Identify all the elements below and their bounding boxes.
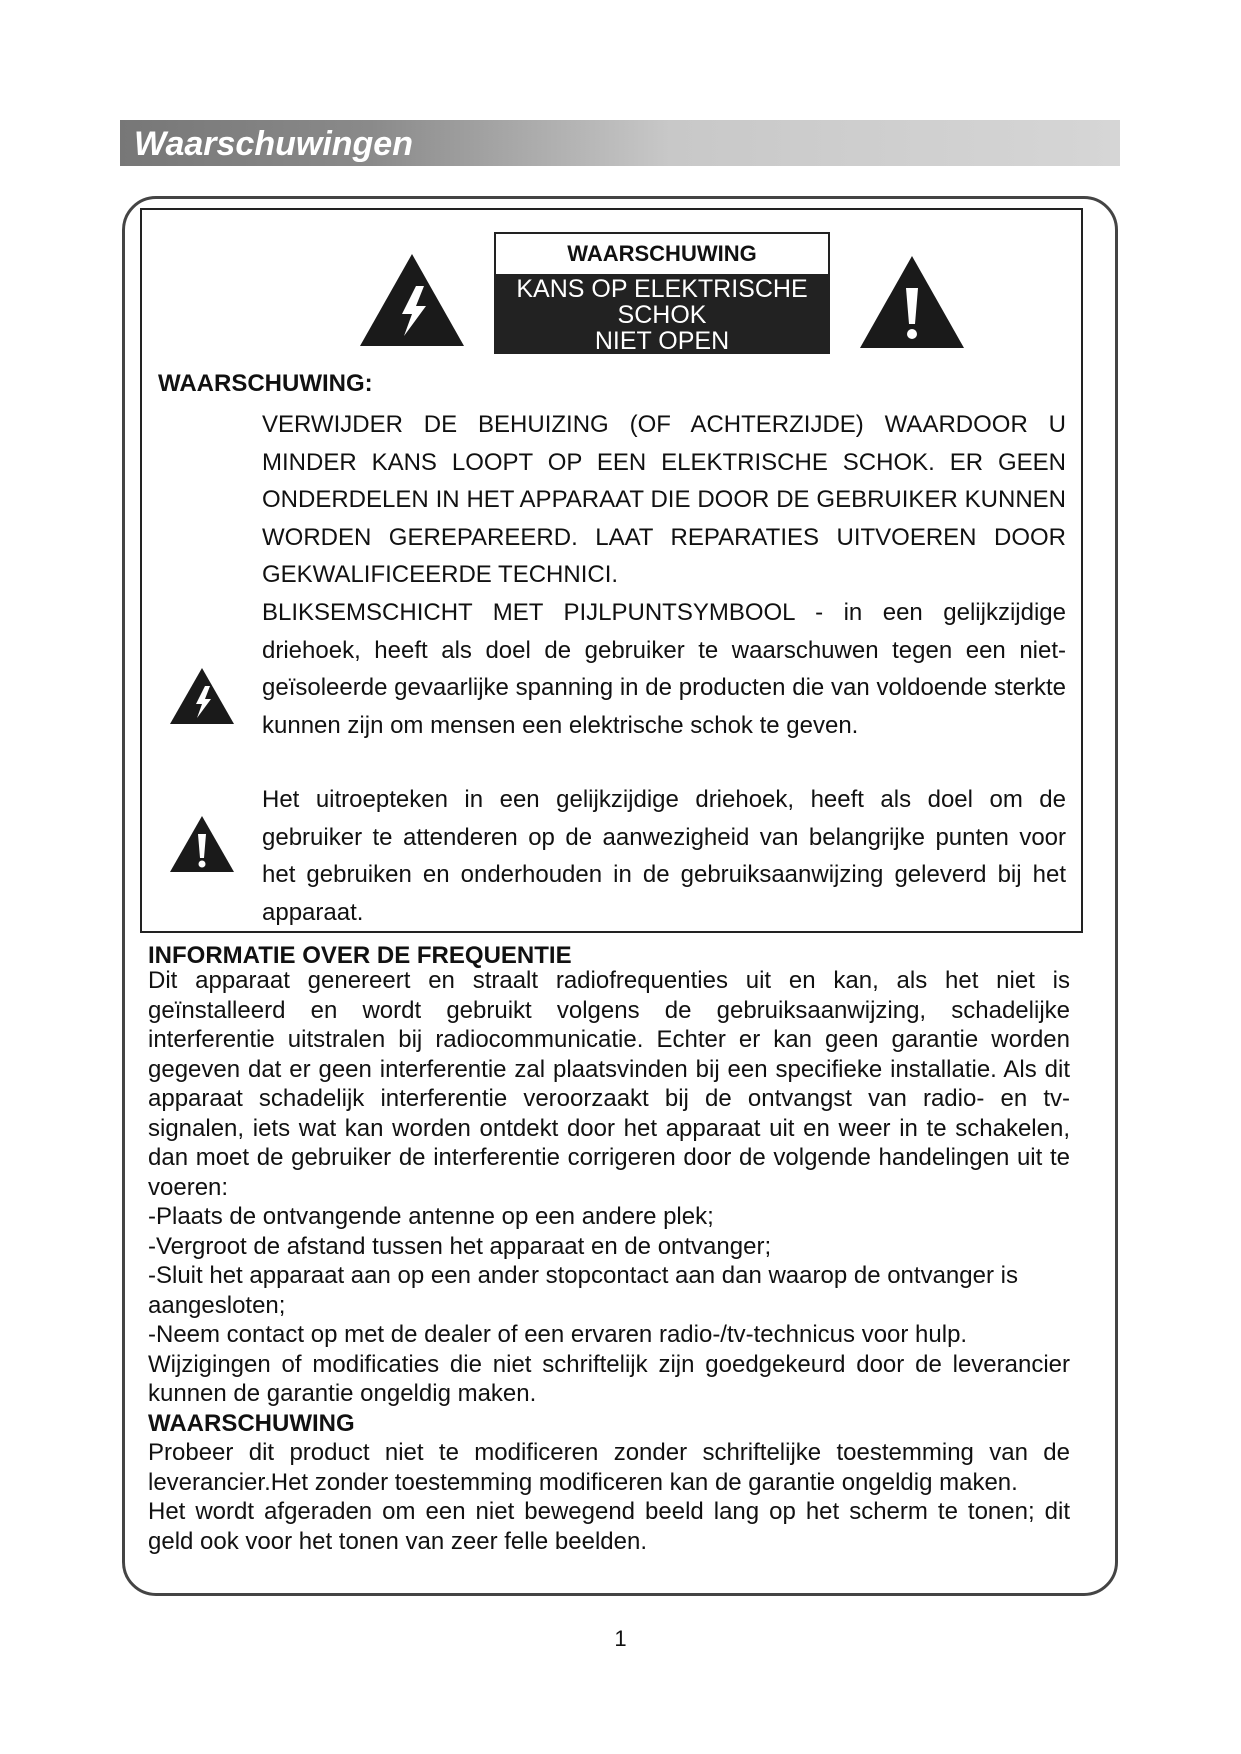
caution-label-line: KANS OP ELEKTRISCHE <box>516 275 808 303</box>
frequency-intro: Dit apparaat genereert en straalt radiofrequenties uit en kan, als het niet is geïnstalleerd en wordt gebruikt volgens de gebruiksaanwijzing, schadelijke interferentie uitstralen bij radiocommunicatie. Echter er kan geen garantie worden gegeven dat er geen interferentie zal plaatsvinden bij een specifieke installatie. Als dit apparaat schadelijk interferentie veroorzaakt bij de ontvangst van radio- en tv-signalen, iets wat kan worden ontdekt door het apparaat uit en weer in te schakelen, dan moet de gebruiker de interferentie corrigeren door de volgende handelingen uit te voeren: <box>148 967 1070 1201</box>
warning-heading: WAARSCHUWING: <box>158 370 373 397</box>
frequency-closing: Wijzigingen of modificaties die niet schriftelijk zijn goedgekeurd door de leverancier kunnen de garantie ongeldig maken. <box>148 1350 1070 1407</box>
caution-label-line: SCHOK <box>617 301 707 329</box>
exclamation-warning-icon <box>858 254 966 350</box>
caution-label <box>494 232 830 354</box>
section-header <box>120 120 1120 166</box>
warning2-heading: WAARSCHUWING <box>148 1409 355 1437</box>
caution-label-title: WAARSCHUWING <box>496 234 828 275</box>
lightning-warning-icon <box>358 252 466 348</box>
warning2-paragraph: Probeer dit product niet te modificeren zonder schriftelijke toestemming van de leverancier.Het zonder toestemming modificeren kan de garantie ongeldig maken. <box>148 1439 1070 1496</box>
page-title: Waarschuwingen <box>134 125 413 163</box>
lightning-description: BLIKSEMSCHICHT MET PIJLPUNTSYMBOOL - in een gelijkzijdige driehoek, heeft als doel de gebruiker te waarschuwen tegen een niet-geïsoleerde gevaarlijke spanning in de producten die van voldoende sterkte kunnen zijn om mensen een elektrische schok te geven. <box>262 599 1066 739</box>
list-item: -Neem contact op met de dealer of een ervaren radio-/tv-technicus voor hulp. <box>148 1321 968 1348</box>
caution-label-body <box>496 274 828 355</box>
exclamation-description: Het uitroepteken in een gelijkzijdige driehoek, heeft als doel om de gebruiker te attenderen op de aanwezigheid van belangrijke punten voor het gebruiken en onderhouden in de gebruiksaanwijzing geleverd bij het apparaat. <box>262 786 1066 926</box>
list-item: -Vergroot de afstand tussen het apparaat en de ontvanger; <box>148 1232 772 1260</box>
list-item: -Plaats de ontvangende antenne op een andere plek; <box>148 1203 714 1230</box>
caution-label-line: NIET OPEN <box>594 327 730 355</box>
frequency-text <box>148 966 1070 1556</box>
frequency-heading: INFORMATIE OVER DE FREQUENTIE <box>148 942 572 969</box>
warning-paragraph: VERWIJDER DE BEHUIZING (OF ACHTERZIJDE) WAARDOOR U MINDER KANS LOOPT OP EEN ELEKTRISCHE SCHOK. ER GEEN ONDERDELEN IN HET APPARAAT DIE DOOR DE GEBRUIKER KUNNEN WORDEN GEREPAREERD. LAAT REPARATIES UITVOEREN DOOR GEKWALIFICEERDE TECHNICI. <box>262 411 1066 588</box>
lightning-warning-icon <box>168 666 236 726</box>
page-number: 1 <box>614 1626 627 1651</box>
list-item: -Sluit het apparaat aan op een ander stopcontact aan dan waarop de ontvanger is aangesloten; <box>148 1262 1018 1319</box>
exclamation-warning-icon <box>168 814 236 874</box>
warning2-paragraph: Het wordt afgeraden om een niet bewegend beeld lang op het scherm te tonen; dit geld ook voor het tonen van zeer felle beelden. <box>148 1498 1070 1555</box>
